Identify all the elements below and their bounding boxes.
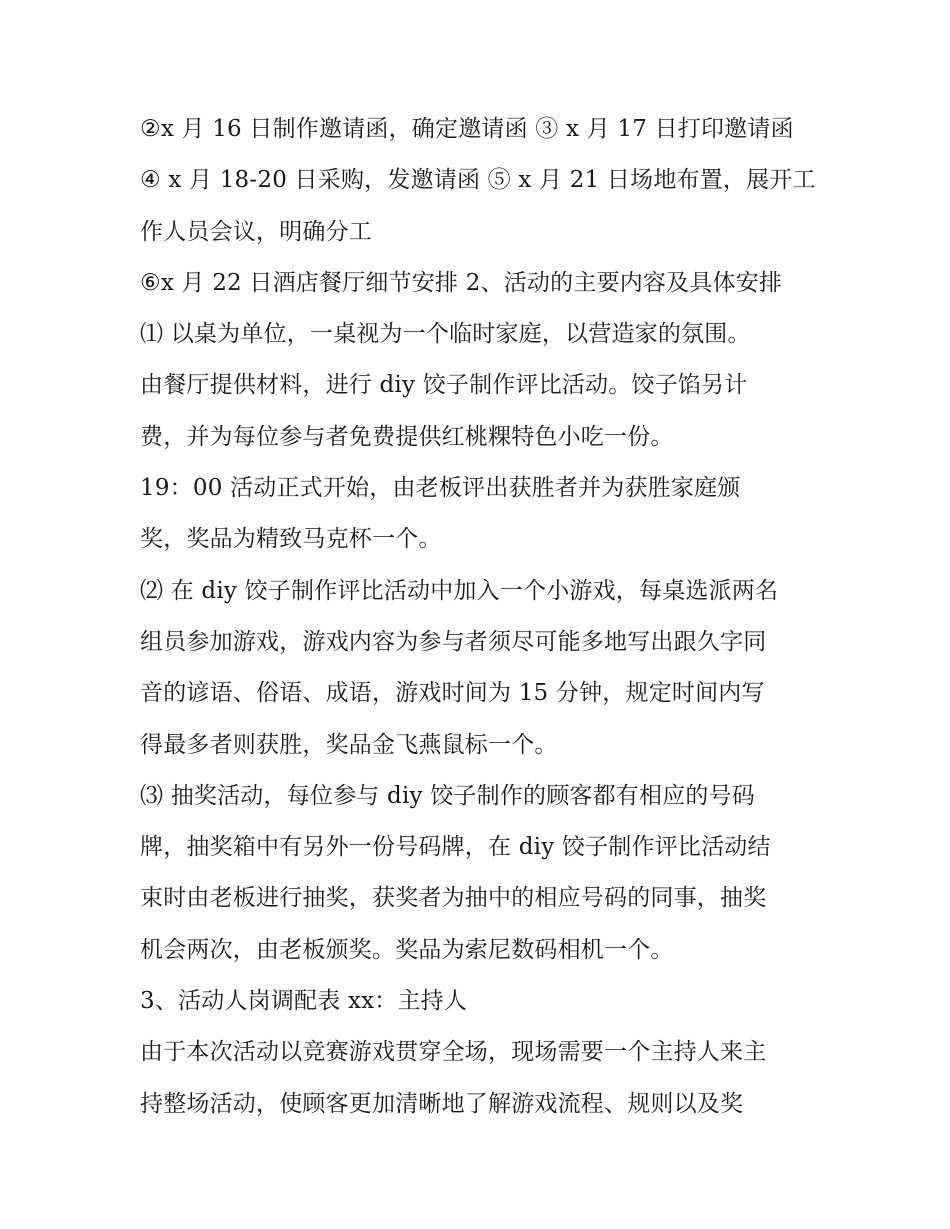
text-line: ⑥x 月 22 日酒店餐厅细节安排 2、活动的主要内容及具体安排 <box>140 269 783 296</box>
text-line: 费，并为每位参与者免费提供红桃粿特色小吃一份。 <box>140 423 674 450</box>
text-line: 作人员会议，明确分工 <box>140 218 372 245</box>
text-line: 束时由老板进行抽奖，获奖者为抽中的相应号码的同事，抽奖 <box>140 885 767 912</box>
text-line: 由餐厅提供材料，进行 diy 饺子制作评比活动。饺子馅另计 <box>140 372 748 399</box>
text-line: ②x 月 16 日制作邀请函，确定邀请函 ③ x 月 17 日打印邀请函 <box>140 116 794 142</box>
text-line: 得最多者则获胜，奖品金飞燕鼠标一个。 <box>140 731 558 758</box>
text-line: ⑴ 以桌为单位，一桌视为一个临时家庭，以营造家的氛围。 <box>140 321 751 348</box>
text-line: 19：00 活动正式开始，由老板评出获胜者并为获胜家庭颁 <box>140 475 741 502</box>
text-line: 持整场活动，使顾客更加清晰地了解游戏流程、规则以及奖 <box>140 1090 744 1117</box>
text-line: 机会两次，由老板颁奖。奖品为索尼数码相机一个。 <box>140 936 674 963</box>
section-heading: 3、活动人岗调配表 xx：主持人 <box>140 988 468 1015</box>
text-line: ⑶ 抽奖活动，每位参与 diy 饺子制作的顾客都有相应的号码 <box>140 782 756 809</box>
text-line: 奖，奖品为精致马克杯一个。 <box>140 526 442 553</box>
text-line: ④ x 月 18-20 日采购，发邀请函 ⑤ x 月 21 日场地布置，展开工 <box>140 167 816 194</box>
text-line: 音的谚语、俗语、成语，游戏时间为 15 分钟，规定时间内写 <box>140 680 765 707</box>
document-body <box>140 104 830 1130</box>
text-line: 由于本次活动以竞赛游戏贯穿全场，现场需要一个主持人来主 <box>140 1039 767 1066</box>
text-line: ⑵ 在 diy 饺子制作评比活动中加入一个小游戏，每桌选派两名 <box>140 577 779 604</box>
text-line: 牌，抽奖箱中有另外一份号码牌，在 diy 饺子制作评比活动结 <box>140 834 771 861</box>
text-line: 组员参加游戏，游戏内容为参与者须尽可能多地写出跟久字同 <box>140 628 767 655</box>
